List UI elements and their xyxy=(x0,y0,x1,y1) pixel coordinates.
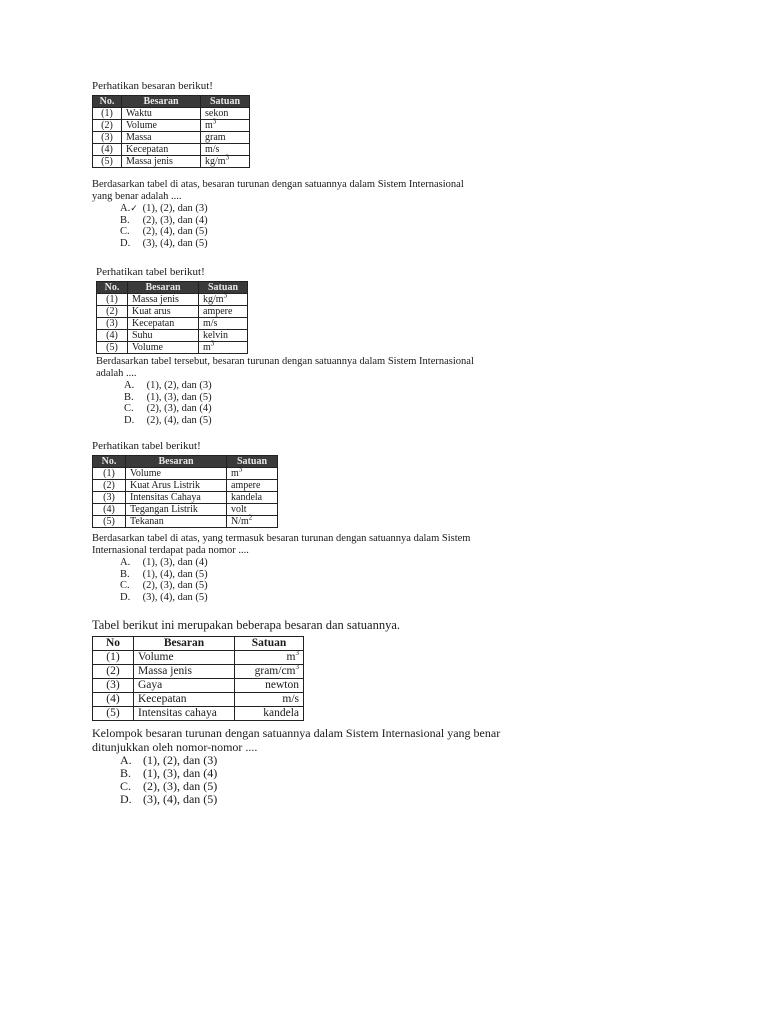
unit-exponent: 3 xyxy=(295,649,299,658)
option-b[interactable] xyxy=(124,392,474,404)
table-row xyxy=(93,108,250,120)
table-row xyxy=(93,651,304,665)
question-4-options xyxy=(92,754,500,806)
row-satuan xyxy=(235,651,304,665)
question-4-body xyxy=(92,726,500,806)
row-satuan xyxy=(201,108,250,120)
option-text: (3), (4), dan (5) xyxy=(142,237,208,249)
question-4-text-line-1: Kelompok besaran turunan dengan satuannya dalam Sistem Internasional yang benar xyxy=(92,726,501,740)
row-satuan xyxy=(199,330,248,342)
row-besaran: Gaya xyxy=(134,679,235,693)
question-4 xyxy=(92,618,400,721)
row-besaran: Massa jenis xyxy=(134,665,235,679)
option-b[interactable] xyxy=(120,569,470,581)
row-satuan xyxy=(201,153,250,168)
question-4-table xyxy=(92,636,304,721)
question-2 xyxy=(96,266,248,354)
option-letter: B. xyxy=(120,214,130,226)
option-letter: A. xyxy=(120,557,131,568)
unit-exponent: 3 xyxy=(212,117,217,126)
unit-text: ampere xyxy=(231,480,261,491)
header-besaran: Besaran xyxy=(126,456,227,468)
table-row xyxy=(93,707,304,721)
row-no: (3) xyxy=(93,492,126,504)
row-besaran: Kuat Arus Listrik xyxy=(126,480,227,492)
table-header-row xyxy=(93,96,250,108)
row-no: (4) xyxy=(93,144,122,156)
question-1-body xyxy=(92,179,464,249)
row-besaran: Massa jenis xyxy=(122,156,201,168)
row-besaran: Massa jenis xyxy=(128,294,199,306)
header-besaran: Besaran xyxy=(122,96,201,108)
row-no: (1) xyxy=(93,108,122,120)
table-row xyxy=(93,480,278,492)
table-row xyxy=(93,132,250,144)
table-row xyxy=(97,294,248,306)
question-2-title: Perhatikan tabel berikut! xyxy=(96,266,205,278)
question-4-title: Tabel berikut ini merupakan beberapa besaran dan satuannya. xyxy=(92,618,401,632)
option-a[interactable] xyxy=(124,380,474,392)
question-4-text-line-2: ditunjukkan oleh nomor-nomor .... xyxy=(92,740,258,754)
option-text: (1), (3), dan (4) xyxy=(142,557,208,568)
row-no: (5) xyxy=(93,516,126,528)
row-besaran: Kecepatan xyxy=(134,693,235,707)
row-satuan xyxy=(201,117,250,132)
table-header-row xyxy=(93,456,278,468)
option-text: (2), (3), dan (5) xyxy=(142,580,208,591)
question-2-text-line-1: Berdasarkan tabel tersebut, besaran turunan dengan satuannya dalam Sistem Internasional xyxy=(96,356,474,367)
option-c[interactable] xyxy=(124,403,474,415)
row-besaran: Volume xyxy=(126,468,227,480)
unit-text: gram xyxy=(205,132,226,143)
unit-text: kg/m xyxy=(205,156,226,167)
option-c[interactable] xyxy=(120,226,464,238)
header-satuan: Satuan xyxy=(199,282,248,294)
unit-text: m xyxy=(286,651,296,663)
question-3-text-line-1: Berdasarkan tabel di atas, yang termasuk besaran turunan dengan satuannya dalam Sistem xyxy=(92,533,471,544)
unit-text: m xyxy=(231,468,239,479)
row-no: (5) xyxy=(93,707,134,721)
unit-text: kandela xyxy=(231,492,263,503)
header-no: No. xyxy=(93,456,126,468)
unit-exponent: 2 xyxy=(248,513,253,522)
row-besaran: Suhu xyxy=(128,330,199,342)
row-satuan xyxy=(201,132,250,144)
row-no: (4) xyxy=(97,330,128,342)
row-besaran: Intensitas Cahaya xyxy=(126,492,227,504)
question-3-text-line-2: Internasional terdapat pada nomor .... xyxy=(92,545,249,556)
unit-text: m xyxy=(203,342,211,353)
table-row xyxy=(93,492,278,504)
option-letter: A. xyxy=(120,203,131,214)
table-row xyxy=(97,306,248,318)
row-besaran: Waktu xyxy=(122,108,201,120)
question-1-title: Perhatikan besaran berikut! xyxy=(92,80,213,92)
table-row xyxy=(93,693,304,707)
option-letter: B. xyxy=(120,568,130,580)
row-satuan xyxy=(235,707,304,721)
unit-text: newton xyxy=(265,679,299,691)
row-no: (2) xyxy=(93,120,122,132)
row-satuan xyxy=(235,679,304,693)
row-no: (4) xyxy=(93,504,126,516)
unit-text: N/m xyxy=(231,516,249,527)
header-satuan: Satuan xyxy=(227,456,278,468)
row-no: (2) xyxy=(93,480,126,492)
question-2-body xyxy=(96,356,474,426)
table-header-row xyxy=(93,637,304,651)
option-letter: D. xyxy=(120,237,131,249)
row-satuan xyxy=(199,339,248,354)
question-2-text-line-2: adalah .... xyxy=(96,368,137,379)
unit-text: kandela xyxy=(263,707,299,719)
option-letter: C. xyxy=(120,779,132,793)
header-no: No xyxy=(93,637,134,651)
table-row xyxy=(93,468,278,480)
row-besaran: Massa xyxy=(122,132,201,144)
row-besaran: Tegangan Listrik xyxy=(126,504,227,516)
option-letter: C. xyxy=(120,580,130,591)
row-besaran: Volume xyxy=(128,342,199,354)
unit-text: m/s xyxy=(203,318,218,329)
unit-text: m/s xyxy=(205,144,220,155)
unit-exponent: 3 xyxy=(238,465,243,474)
header-besaran: Besaran xyxy=(128,282,199,294)
option-a[interactable] xyxy=(120,557,470,569)
unit-exponent: 3 xyxy=(210,339,215,348)
row-no: (1) xyxy=(93,651,134,665)
unit-text: gram/cm xyxy=(254,665,296,677)
option-text: (2), (3), dan (4) xyxy=(142,214,208,226)
row-no: (3) xyxy=(97,318,128,330)
header-satuan: Satuan xyxy=(235,637,304,651)
checkmark-icon: ✓ xyxy=(130,203,138,213)
table-row xyxy=(93,120,250,132)
question-3 xyxy=(92,440,278,528)
header-satuan: Satuan xyxy=(201,96,250,108)
table-row xyxy=(93,516,278,528)
unit-text: kg/m xyxy=(203,294,224,305)
option-text: (1), (4), dan (5) xyxy=(142,568,208,580)
option-text: (3), (4), dan (5) xyxy=(142,591,208,603)
row-satuan xyxy=(235,665,304,679)
row-no: (5) xyxy=(97,342,128,354)
unit-text: volt xyxy=(231,504,247,515)
row-no: (3) xyxy=(93,679,134,693)
unit-text: m xyxy=(205,120,213,131)
row-no: (1) xyxy=(93,468,126,480)
row-besaran: Volume xyxy=(122,120,201,132)
question-3-title: Perhatikan tabel berikut! xyxy=(92,440,201,452)
row-no: (3) xyxy=(93,132,122,144)
unit-text: m/s xyxy=(282,693,299,705)
option-text: (1), (3), dan (5) xyxy=(146,391,212,403)
row-no: (2) xyxy=(97,306,128,318)
option-letter: C. xyxy=(124,403,134,414)
option-c[interactable] xyxy=(120,580,470,592)
row-besaran: Tekanan xyxy=(126,516,227,528)
row-no: (1) xyxy=(97,294,128,306)
question-2-options xyxy=(96,380,474,426)
table-row xyxy=(93,665,304,679)
option-text: (1), (3), dan (4) xyxy=(143,766,218,780)
header-besaran: Besaran xyxy=(134,637,235,651)
row-besaran: Intensitas cahaya xyxy=(134,707,235,721)
row-satuan xyxy=(227,465,278,480)
option-text: (1), (2), dan (3) xyxy=(143,753,218,767)
option-text: (2), (3), dan (4) xyxy=(146,403,212,414)
unit-exponent: 3 xyxy=(295,663,299,672)
option-text: (2), (4), dan (5) xyxy=(142,226,208,237)
question-2-table xyxy=(96,281,248,354)
option-d[interactable] xyxy=(120,592,470,604)
option-letter: B. xyxy=(120,766,132,780)
option-d[interactable] xyxy=(120,238,464,250)
table-row xyxy=(93,156,250,168)
row-besaran: Volume xyxy=(134,651,235,665)
question-1-text-line-1: Berdasarkan tabel di atas, besaran turunan dengan satuannya dalam Sistem Internasional xyxy=(92,179,464,190)
option-d[interactable] xyxy=(120,793,500,806)
option-letter: D. xyxy=(120,792,132,806)
unit-text: kelvin xyxy=(203,330,228,341)
option-letter: B. xyxy=(124,391,134,403)
option-a[interactable] xyxy=(120,203,464,215)
row-satuan xyxy=(199,306,248,318)
row-satuan xyxy=(227,492,278,504)
option-letter: D. xyxy=(120,591,131,603)
unit-text: sekon xyxy=(205,108,229,119)
table-row xyxy=(97,318,248,330)
option-letter: A. xyxy=(124,380,135,391)
question-3-options xyxy=(92,557,470,603)
row-no: (5) xyxy=(93,156,122,168)
unit-exponent: 3 xyxy=(223,291,228,300)
question-1-options xyxy=(92,203,464,249)
row-no: (2) xyxy=(93,665,134,679)
row-satuan xyxy=(199,318,248,330)
question-3-body xyxy=(92,533,470,603)
option-letter: C. xyxy=(120,226,130,237)
header-no: No. xyxy=(97,282,128,294)
option-text: (3), (4), dan (5) xyxy=(143,792,218,806)
option-text: (1), (2), dan (3) xyxy=(146,380,212,391)
table-row xyxy=(97,342,248,354)
option-b[interactable] xyxy=(120,215,464,227)
unit-exponent: 3 xyxy=(225,153,230,162)
option-text: (2), (4), dan (5) xyxy=(146,414,212,426)
table-row xyxy=(93,679,304,693)
header-no: No. xyxy=(93,96,122,108)
option-letter: A. xyxy=(120,753,132,767)
option-letter: D. xyxy=(124,414,135,426)
row-satuan xyxy=(199,291,248,306)
option-text: (1), (2), dan (3) xyxy=(142,203,208,214)
option-d[interactable] xyxy=(124,415,474,427)
row-besaran: Kuat arus xyxy=(128,306,199,318)
table-row xyxy=(97,330,248,342)
question-1-table xyxy=(92,95,250,168)
unit-text: ampere xyxy=(203,306,233,317)
row-satuan xyxy=(235,693,304,707)
question-1 xyxy=(92,80,250,168)
question-1-text-line-2: yang benar adalah .... xyxy=(92,191,182,202)
row-besaran: Kecepatan xyxy=(122,144,201,156)
row-satuan xyxy=(227,480,278,492)
option-text: (2), (3), dan (5) xyxy=(143,779,218,793)
row-no: (4) xyxy=(93,693,134,707)
row-besaran: Kecepatan xyxy=(128,318,199,330)
row-satuan xyxy=(227,513,278,528)
question-3-table xyxy=(92,455,278,528)
